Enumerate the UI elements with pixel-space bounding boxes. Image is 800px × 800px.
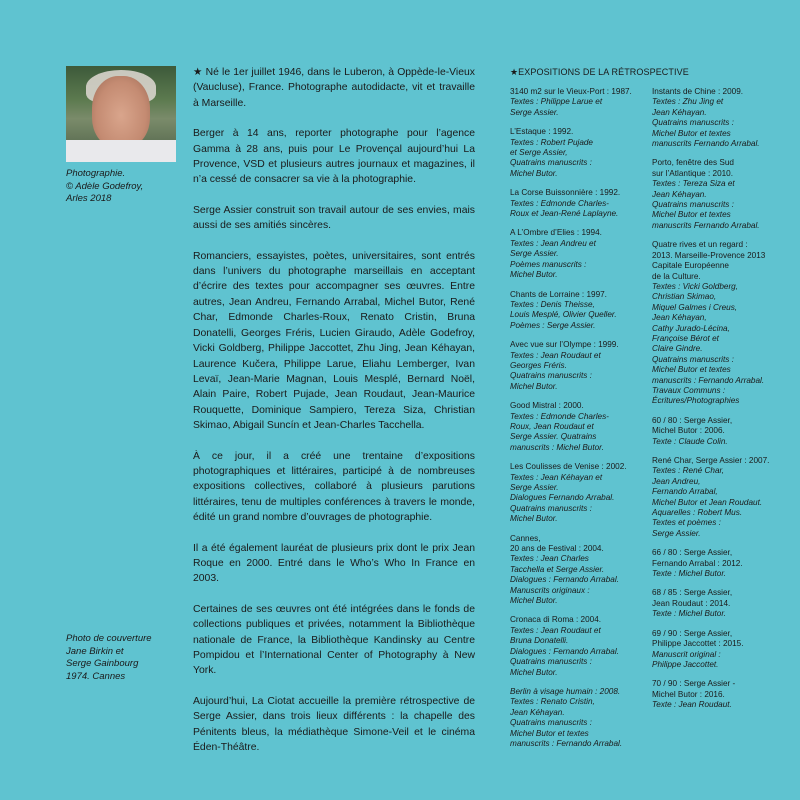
bio-paragraph: Romanciers, essayistes, poètes, universitaires, sont entrés dans l’univers du photographe marseillais en acceptant d’écrire des textes pour accompagner ses œuvres. Entre autres, Jean Andreu, Fernando Arrabal, Michel Butor, René Char, Edmonde Charles-Roux, Renato Cristin, Bruna Donatelli, Georges Fréris, Lucien Giraudo, Adèle Godefroy, Vicki Goldberg, Philippe Jaccottet, Zhu Jing, Jean Kéhayan, Laurence Kučera, Philippe Larue, Eliahu Lemberger, Ivan Levaï, Jean-Marie Magnan, Louis Mesplé, Bernard Noël, Alain Paire, Robert Pujade, Jean Roudaut, Jean-Maurice Rouquette, Dominique Sampiero, Tereza Siza, Christian Skimao, Abigail Suncín et Jean-Charles Tacchella. xyxy=(193,250,475,432)
exhibition-title: Good Mistral : 2000. xyxy=(510,401,584,411)
bio-paragraph: Certaines de ses œuvres ont été intégrées dans le fonds de collections publiques et privées, notamment la Bibliothèque nationale de France, la Bibliothèque Kandinsky au Centre Pompidou et l’International Center of Photography à New York. xyxy=(193,603,475,677)
exhibition-title: 70 / 90 : Serge Assier - Michel Butor : 2016. xyxy=(652,679,736,699)
exhibition-title: L’Estaque : 1992. xyxy=(510,127,574,137)
portrait-photo xyxy=(66,66,176,162)
exhibition-title: 69 / 90 : Serge Assier, Philippe Jaccottet : 2015. xyxy=(652,628,744,649)
exhibition-title: Chants de Lorraine : 1997. xyxy=(510,289,607,299)
exhibition-title: Instants de Chine : 2009. xyxy=(652,87,744,96)
bio-paragraph: Il a été également lauréat de plusieurs prix dont le prix Jean Roque en 2000. Entré dans le Who’s Who In France en 2003. xyxy=(193,542,475,585)
cover-caption: Photo de couverture Jane Birkin et Serge Gainbourg 1974. Cannes xyxy=(66,633,152,682)
exhibition-entry xyxy=(652,548,777,579)
bio-paragraph: Serge Assier construit son travail autour de ses envies, mais aussi de ses amitiés sincères. xyxy=(193,204,475,232)
photo-caption: Photographie. © Adèle Godefroy, Arles 2018 xyxy=(66,168,144,204)
bio-paragraph: Berger à 14 ans, reporter photographe pour l’agence Gamma à 28 ans, puis pour Le Provençal aujourd’hui La Provence, VSD et plusieurs autres journaux et magazines, il n’a cessé de consacrer sa vie à la photographie. xyxy=(193,128,475,186)
exhibition-title: 60 / 80 : Serge Assier, Michel Butor : 2006. xyxy=(652,415,733,436)
exhibition-entry xyxy=(510,228,635,280)
exhibition-entry xyxy=(510,290,635,332)
exhibition-entry xyxy=(510,687,635,749)
portrait-shirt xyxy=(66,140,176,162)
exhibition-title: Porto, fenêtre des Sud sur l’Atlantique : 2010. xyxy=(652,158,734,178)
exhibition-title: Cronaca di Roma : 2004. xyxy=(510,615,602,625)
exhibition-entry xyxy=(652,416,777,447)
exhibition-entry xyxy=(510,462,635,524)
exhibition-entry xyxy=(652,240,777,407)
exhibition-title: Cannes, 20 ans de Festival : 2004. xyxy=(510,533,604,554)
exhibition-entry xyxy=(652,679,777,710)
exhibition-entry xyxy=(510,127,635,179)
exhibition-entry xyxy=(510,401,635,453)
exhibition-details: Texte : Michel Butor. xyxy=(652,569,727,579)
exhibition-entry xyxy=(510,615,635,677)
exhibition-details: Textes : Jean Andreu et Serge Assier. Poèmes manuscrits : Michel Butor. xyxy=(510,238,596,280)
exhibition-details: Textes : Vicki Goldberg, Christian Skimao, Miquel Galmes i Creus, Jean Kéhayan, Cathy Jurado-Lécina, Françoise Bérot et Claire Gindre. Quatrains manuscrits : Michel Butor et textes manuscrits : Fernando Arrabal. Travaux Communs : Écritures/Photographies xyxy=(652,281,765,406)
exhibition-entry xyxy=(652,158,777,231)
exhibition-entry xyxy=(652,456,777,539)
exhibition-details: Textes : Tereza Siza et Jean Kéhayan. Quatrains manuscrits : Michel Butor et textes manuscrits Fernando Arrabal. xyxy=(652,179,760,230)
biography-text xyxy=(193,65,475,770)
exhibition-details: Textes : Jean Roudaut et Bruna Donatelli. Dialogues : Fernando Arrabal. Quatrains manuscrits : Michel Butor. xyxy=(510,625,619,677)
exhibition-entry xyxy=(652,629,777,671)
exhibition-title: 66 / 80 : Serge Assier, Fernando Arrabal : 2012. xyxy=(652,548,743,568)
exhibition-details: Manuscrit original : Philippe Jaccottet. xyxy=(652,649,721,669)
exhibition-title: La Corse Buissonnière : 1992. xyxy=(510,188,621,198)
exhibition-details: Textes : René Char, Jean Andreu, Fernando Arrabal, Michel Butor et Jean Roudaut. Aquarelles : Robert Mus. Textes et poèmes : Serge Assier. xyxy=(652,466,763,538)
exhibition-details: Textes : Jean Roudaut et Georges Fréris. Quatrains manuscrits : Michel Butor. xyxy=(510,350,601,391)
exhibition-entry xyxy=(510,340,635,392)
exhibition-details: Texte : Claude Colin. xyxy=(652,436,728,446)
exhibition-details: Textes : Jean Charles Tacchella et Serge Assier. Dialogues : Fernando Arrabal. Manuscrits originaux : Michel Butor. xyxy=(510,554,619,606)
exhibition-title: Quatre rives et un regard : 2013. Marseille-Provence 2013 Capitale Européenne de la Culture. xyxy=(652,240,766,281)
exhibitions-column-2 xyxy=(652,87,777,720)
exhibition-title: Avec vue sur l’Olympe : 1999. xyxy=(510,340,619,350)
bio-paragraph: ★ Né le 1er juillet 1946, dans le Luberon, à Oppède-le-Vieux (Vaucluse), France. Photographe autodidacte, vit et travaille à Marseille. xyxy=(193,67,475,109)
exhibition-entry xyxy=(652,588,777,619)
exhibition-details: Textes : Philippe Larue et Serge Assier. xyxy=(510,97,603,117)
exhibition-details: Texte : Jean Roudaut. xyxy=(652,700,732,710)
bio-paragraph: Aujourd’hui, La Ciotat accueille la première rétrospective de Serge Assier, dans trois lieux différents : la chapelle des Pénitents bleus, la médiathèque Simone-Veil et le cinéma Éden-Théâtre. xyxy=(193,695,475,754)
exhibition-details: Textes : Edmonde Charles- Roux et Jean-René Laplayne. xyxy=(510,198,619,219)
exhibition-entry xyxy=(510,87,635,118)
exhibition-details: Textes : Jean Kéhayan et Serge Assier. Dialogues Fernando Arrabal. Quatrains manuscrits : Michel Butor. xyxy=(510,472,615,524)
exhibition-entry xyxy=(652,87,777,149)
exhibition-title: 68 / 85 : Serge Assier, Jean Roudaut : 2014. xyxy=(652,588,733,608)
exhibition-title: A L’Ombre d’Elies : 1994. xyxy=(510,228,602,238)
exhibition-details: Textes : Edmonde Charles- Roux, Jean Roudaut et Serge Assier. Quatrains manuscrits : Michel Butor. xyxy=(510,411,609,452)
exhibition-details: Texte : Michel Butor. xyxy=(652,609,727,619)
exhibitions-heading: ★EXPOSITIONS DE LA RÉTROSPECTIVE xyxy=(510,67,689,77)
portrait-face xyxy=(92,76,150,148)
exhibition-details: Textes : Robert Pujade et Serge Assier, Quatrains manuscrits : Michel Butor. xyxy=(510,137,593,178)
exhibition-title: Les Coulisses de Venise : 2002. xyxy=(510,462,627,472)
exhibition-details: Textes : Denis Theisse, Louis Mesplé, Olivier Queller. Poèmes : Serge Assier. xyxy=(510,299,617,330)
exhibition-entry xyxy=(510,534,635,607)
exhibition-title: René Char, Serge Assier : 2007. xyxy=(652,456,770,465)
bio-paragraph: À ce jour, il a créé une trentaine d’expositions photographiques et littéraires, participé à de nombreuses expositions collectives, collaboré à plusieurs parutions littéraires, tenu de multiples conférences à travers le monde, édité un grand nombre d’ouvrages de photographie. xyxy=(193,450,475,524)
exhibitions-column-1 xyxy=(510,87,635,758)
exhibition-details: Berlin à visage humain : 2008. Textes : Renato Cristin, Jean Kéhayan. Quatrains manuscrits : Michel Butor et textes manuscrits : Fernando Arrabal. xyxy=(510,686,623,748)
exhibition-title: 3140 m2 sur le Vieux-Port : 1987. xyxy=(510,87,632,96)
exhibition-entry xyxy=(510,188,635,219)
exhibition-details: Textes : Zhu Jing et Jean Kéhayan. Quatrains manuscrits : Michel Butor et textes manuscrits Fernando Arrabal. xyxy=(652,97,760,149)
